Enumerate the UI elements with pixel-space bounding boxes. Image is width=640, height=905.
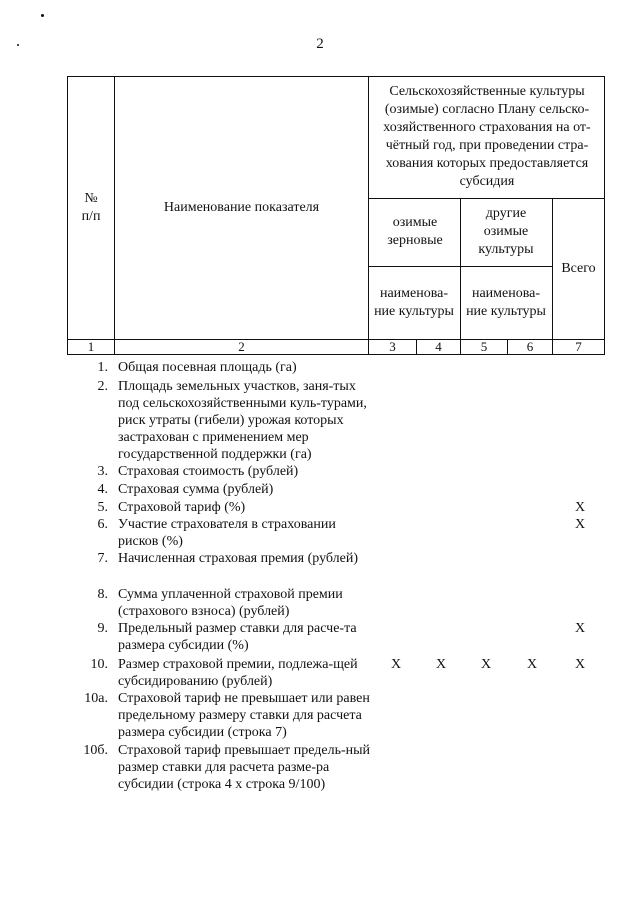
x-mark-col-3: X [390,657,402,672]
col-number-1 [68,339,114,354]
divider-v [460,198,461,355]
row-indicator-name: Страховой тариф (%) [118,500,246,515]
row-indicator-name: Размер страховой премии, подлежа-щей субсидированию (рублей) [118,657,358,689]
col-number-6 [508,339,552,354]
table-header [67,76,605,355]
x-mark-col-6: X [526,657,538,672]
col-number-text: 3 [389,339,396,354]
header-crop-name-1-label: наименова-ние культуры [374,286,454,319]
col-number-text: 1 [87,339,95,354]
row-number: 9. [97,621,108,636]
header-name-col [115,77,368,339]
x-mark-col-5: X [480,657,492,672]
header-total-label: Всего [561,261,596,276]
header-crops-group-label: Сельскохозяйственные культуры (озимые) согласно Плану сельско-хозяйственного страхования на от-чётный год, при проведении стра-хования которых предоставляется субсидия [383,84,591,189]
x-mark-col-7: X [574,657,586,672]
header-name-label: Наименование показателя [163,200,320,215]
row-number: 7. [97,551,108,566]
row-indicator-name: Сумма уплаченной страховой премии (страхового взноса) (рублей) [118,587,343,619]
row-indicator-name: Предельный размер ставки для расче-та размера субсидии (%) [118,621,357,653]
row-indicator-name: Начисленная страховая премия (рублей) [118,551,359,566]
divider-h [368,266,552,267]
col-number-text: 5 [480,339,488,354]
header-total [553,199,604,339]
header-crop-name-2-label: наименова-ние культуры [466,286,546,319]
row-number: 4. [97,482,108,497]
row-indicator-name: Общая посевная площадь (га) [118,360,297,375]
x-mark-col-7: X [574,621,586,636]
header-number-col [68,77,114,339]
scan-speck [41,14,44,17]
row-indicator-name: Страховой тариф превышает предель-ный размер ставки для расчета разме-ра субсидии (строка 4 х строка 9/100) [118,743,371,792]
row-indicator-name: Участие страхователя в страховании рисков (%) [118,517,336,549]
header-crop-name-2 [463,268,549,338]
header-crops-group [373,78,601,196]
row-indicator-name: Страховой тариф не превышает или равен предельному размеру ставки для расчета размера субсидии (строка 7) [118,691,370,740]
col-number-2 [115,339,368,354]
row-number: 10. [90,657,108,672]
x-mark-col-7: X [574,500,586,515]
row-indicator-name: Страховая сумма (рублей) [118,482,274,497]
row-number: 1. [97,360,108,375]
row-number: 5. [97,500,108,515]
col-number-7 [553,339,604,354]
col-number-5 [461,339,507,354]
row-indicator-name: Площадь земельных участков, заня-тых под сельскохозяйственными куль-турами, риск утраты (гибели) урожая которых застрахован с применением мер государственной поддержки (га) [118,379,367,462]
row-number: 2. [97,379,108,394]
col-number-text: 4 [435,339,442,354]
divider-v [368,76,369,355]
border-right [604,76,605,355]
page-number: 2 [316,36,324,52]
header-other-winter-label: другие озимые культуры [478,206,534,257]
x-mark-col-4: X [435,657,447,672]
header-other-winter [465,200,547,264]
row-number: 3. [97,464,108,479]
row-indicator-name: Страховая стоимость (рублей) [118,464,299,479]
col-number-text: 6 [526,339,534,354]
row-number: 6. [97,517,108,532]
row-number: 8. [97,587,108,602]
col-number-4 [417,339,460,354]
header-winter-grain-label: озимые зерновые [387,215,443,248]
header-crop-name-1 [373,268,455,338]
col-number-text: 2 [238,339,245,354]
border-bottom [67,354,605,355]
row-number: 10а. [84,691,108,706]
row-number: 10б. [83,743,108,758]
header-winter-grain [375,200,455,264]
col-number-text: 7 [575,339,582,354]
header-number-label: № п/п [81,191,101,224]
col-number-3 [369,339,416,354]
x-mark-col-7: X [574,517,586,532]
